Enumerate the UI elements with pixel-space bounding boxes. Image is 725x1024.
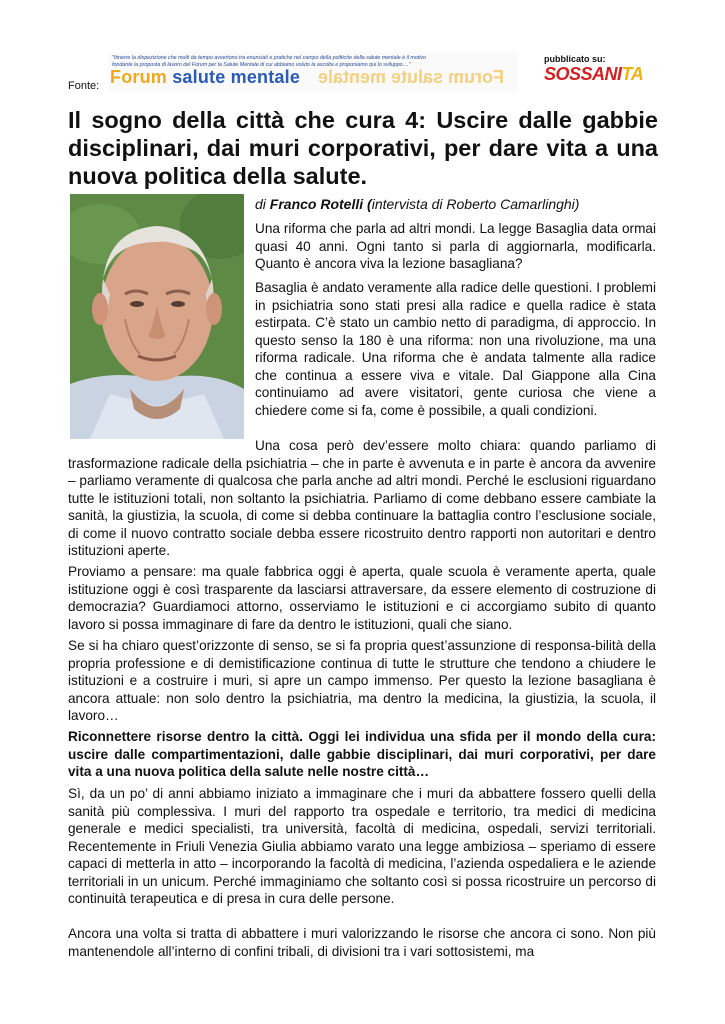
forum-logo-words: salute mentale [172,67,301,87]
published-label: pubblicato su: [544,54,606,64]
paragraph-answer-2: Una cosa però dev’essere molto chiara: quando parliamo di trasformazione radicale della psichiatria – che in parte è avvenuta e in parte è ancora da avvenire – parliamo veramente di qualcosa che parla anche ad altri mondi. Perché le esclusioni riguardano tutte le istituzioni totali, non soltanto la psichiatria. Parliamo di come debbano essere cambiate la sanità, la giustizia, la scuola, di come si debba continuare la battaglia contro l’esclusione sociale, di come il nuovo contratto sociale debba essere ricostruito dentro rapporti non autoritari e dentro istituzioni aperte. [68,438,656,558]
author-portrait-photo [70,194,244,439]
paragraph-question-2: Riconnettere risorse dentro la città. Oggi lei individua una sfida per il mondo della cura: uscire dalle compartimentazioni, dalle gabbie disciplinari, dai muri corporativi, per dare vita a una nuova politica della salute nelle nostre città… [68,729,656,779]
article-title: Il sogno della città che cura 4: Uscire dalle gabbie disciplinari, dai muri corporativi, per dare vita a una nuova politica della salute. [68,107,658,189]
paragraph-answer-1: Basaglia è andato veramente alla radice delle questioni. I problemi in psichiatria sono stati presi alla radice e quella radice è stata estirpata. C’è stato un cambio netto di paradigma, di approccio. In questo senso la 180 è una riforma: non una rivoluzione, ma una riforma radicale. Una riforma che è andata talmente alla radice che continua a essere viva e vitale. Dal Giappone alla Cina continuiamo ad avere visitatori, gente curiosa che viene a chiedere come si fa, come è possibile, a quali condizioni. [255,280,656,418]
paragraph-answer-4: Se si ha chiaro quest’orizzonte di senso, se si fa propria quest’assunzione di responsa-bilità della propria professione e di demistificazione continua di tutte le strutture che tendono a chiudere le istituzioni e a costruire i muri, si apre un campo immenso. Per questo la lezione basagliana è ancora attuale: non solo dentro la psichiatria, ma dentro la medicina, la giustizia, la scuola, il lavoro… [68,638,656,723]
sossanita-logo-end: TA [621,64,644,84]
banner-tagline-line-1: "Itinerre la dispezizione che molti da tempo avvertono tra enunciati e pratiche nel campo della politiche della salute mentale è il motivo [112,55,426,61]
paragraph-answer-5: Sì, da un po’ di anni abbiamo iniziato a immaginare che i muri da abbattere fossero quelli della sanità più complessiva. I muri del rapporto tra ospedale e territorio, tra medici di medicina generale e medici specialisti, tra università, facoltà di medicina, ospedali, servizi territoriali. Recentemente in Friuli Venezia Giulia abbiamo varato una legge ambiziosa – speriamo di essere capaci di metterla in atto – incorporando la facoltà di medicina, l’azienda ospedaliera e le aziende territoriali in un unicum. Perché immaginiamo che soltanto così si possa ricostruire un percorso di continuità terapeutica e di presa in cura delle persone. [68,786,656,906]
forum-logo [110,67,300,88]
paragraph-intro-question: Una riforma che parla ad altri mondi. La legge Basaglia data ormai quasi 40 anni. Ogni tanto si parla di aggiornarla, modificarla. Quanto è ancora viva la lezione basagliana? [255,221,656,271]
forum-salute-mentale-banner[interactable] [108,52,518,92]
banner-tagline-line-2: fondante la proposta di lavoro del Forum per la Salute Mentale di cui abbiamo voluto la ascolta e proponiamo qui lo sviluppo...." [112,61,411,68]
paragraph-answer-3: Proviamo a pensare: ma quale fabbrica oggi è aperta, quale scuola è veramente aperta, quale istituzione oggi è così trasparente da lasciarsi attraversare, da essere elemento di costruzione di democrazia? Guardiamoci attorno, osserviamo le istituzioni e ci accorgiamo subito di quanto lavoro si possa immaginare di fare da dentro le istituzioni, quali che siano. [68,564,656,632]
byline-author: Franco Rotelli ( [269,196,372,212]
byline-prefix: di [255,196,270,212]
article-byline [255,196,579,212]
paragraph-answer-6: Ancora una volta si tratta di abbattere i muri valorizzando le risorse che ancora ci sono. Non più mantenendole all’interno di confini tribali, di divisioni tra i vari sottosistemi, ma [68,926,656,959]
sossanita-logo-s: S [544,64,556,84]
sossanita-logo[interactable] [544,64,643,85]
forum-logo-mirrored: Forum salute mentale [318,67,505,87]
byline-interviewer: intervista di Roberto Camarlinghi) [371,196,580,212]
forum-logo-word: Forum [110,67,173,87]
source-label: Fonte: [68,80,100,92]
sossanita-logo-body: OSSANI [555,64,622,84]
